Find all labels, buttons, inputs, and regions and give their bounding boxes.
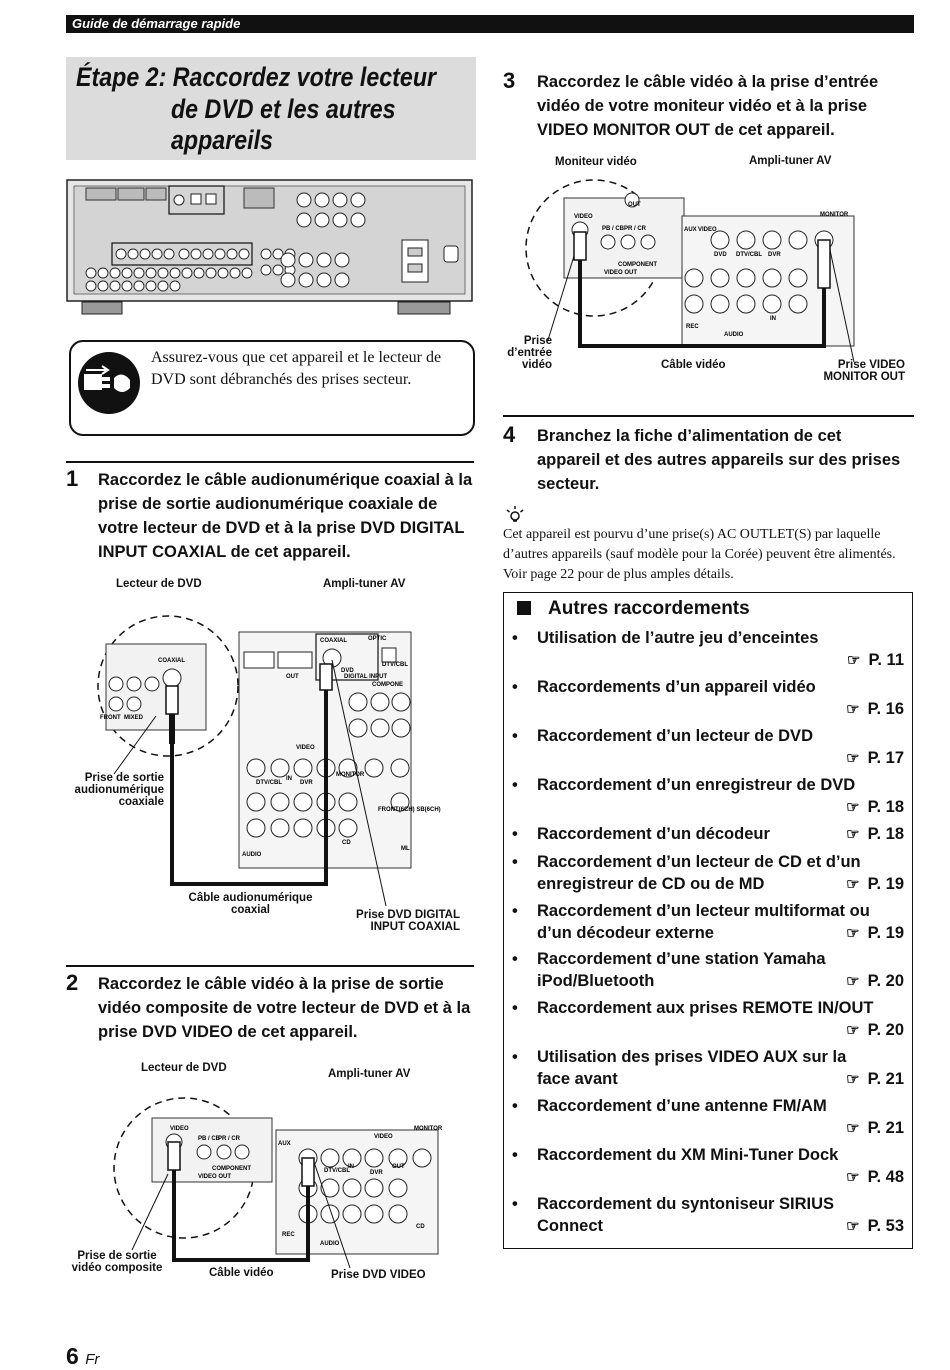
panel-text: COMPONE <box>372 682 404 688</box>
page-reference[interactable]: P. 20 <box>867 972 904 990</box>
coaxial-connection-diagram <box>96 606 441 866</box>
step-text: Raccordez le câble vidéo à la prise de sortie vidéo composite de votre lecteur de DVD et à la prise DVD VIDEO de cet appareil. <box>98 975 471 1041</box>
tip-text: Cet appareil est pourvu d’une prise(s) AC OUTLET(S) par laquelle d’autres appareils (sauf modèle pour la Corée) peuvent être alimentés. Voir page 22 pour de plus amples détails. <box>503 527 896 582</box>
panel-text: VIDEO <box>170 1126 189 1132</box>
pointing-hand-icon: ☞ <box>846 973 860 990</box>
jack-label: Prise DVD VIDEO <box>331 1269 426 1281</box>
other-connections-title: Autres raccordements <box>548 598 750 619</box>
step-number: 4 <box>503 422 516 447</box>
video-monitor-connection-diagram <box>524 176 854 362</box>
step-text: Branchez la fiche d’alimentation de cet appareil et des autres appareils sur des prises secteur. <box>537 427 901 493</box>
page-title-line3: appareils <box>171 125 273 155</box>
pointing-hand-icon: ☞ <box>846 925 860 942</box>
panel-text: COAXIAL <box>158 658 185 664</box>
panel-text: VIDEO OUT <box>198 1174 232 1180</box>
panel-text: AUDIO <box>724 332 744 338</box>
jack-label: Prise DVD DIGITAL INPUT COAXIAL <box>356 909 460 933</box>
page-reference[interactable]: P. 18 <box>867 798 904 816</box>
panel-text: VIDEO <box>698 227 717 233</box>
pointing-hand-icon: ☞ <box>846 826 860 843</box>
list-item: • Raccordement d’une station Yamaha iPod/Bluetooth ☞ P. 20 <box>512 948 904 992</box>
panel-text: FRONT <box>100 715 121 721</box>
divider <box>66 965 474 967</box>
cable-label: Câble audionumérique coaxial <box>188 892 313 916</box>
page-reference[interactable]: P. 48 <box>867 1168 904 1186</box>
panel-text: OUT <box>392 1164 405 1170</box>
page-title-line1: Étape 2: Raccordez votre lecteur <box>76 62 437 92</box>
list-item-text: Utilisation de l’autre jeu d’enceintes <box>537 629 819 647</box>
diagram-label: Moniteur vidéo <box>555 156 637 168</box>
page-reference[interactable]: P. 17 <box>867 749 904 767</box>
list-item-text: Raccordement du XM Mini-Tuner Dock <box>537 1146 839 1164</box>
panel-text: REC <box>686 324 699 330</box>
list-item-text: Raccordement d’un enregistreur de DVD <box>537 776 856 794</box>
panel-text: VIDEO <box>574 214 593 220</box>
jack-label: Prise VIDEO MONITOR OUT <box>823 359 905 383</box>
panel-text: COAXIAL <box>320 638 347 644</box>
panel-text: DTV/CBL <box>382 662 408 668</box>
divider <box>66 461 474 463</box>
divider <box>503 415 914 417</box>
list-item: • Utilisation des prises VIDEO AUX sur la face avant ☞ P. 21 <box>512 1046 904 1090</box>
cable-label: Câble vidéo <box>661 359 726 371</box>
panel-text: AUDIO <box>242 852 262 858</box>
panel-text: DVR <box>300 780 313 786</box>
list-item: • Raccordement du XM Mini-Tuner Dock ☞ P. 48 <box>512 1144 904 1188</box>
tip-lightbulb-icon <box>505 505 525 525</box>
panel-text: OUT <box>628 202 641 208</box>
diagram-label: Ampli-tuner AV <box>328 1068 411 1080</box>
pointing-hand-icon: ☞ <box>846 1120 860 1137</box>
step-text: Raccordez le câble audionumérique coaxial à la prise de sortie audionumérique coaxiale de votre lecteur de DVD et à la prise DVD DIGITAL INPUT COAXIAL de cet appareil. <box>98 471 473 561</box>
list-item: • Raccordement d’une antenne FM/AM ☞ P. 21 <box>512 1095 904 1139</box>
page-title-line2: de DVD et les autres <box>171 94 396 124</box>
jack-label: Prise de sortie audionumérique coaxiale <box>74 772 164 808</box>
panel-text: AUDIO <box>320 1241 340 1247</box>
panel-text: CD <box>342 840 351 846</box>
pointing-hand-icon: ☞ <box>846 1071 860 1088</box>
diagram-label: Ampli-tuner AV <box>749 155 832 167</box>
panel-text: REC <box>282 1232 295 1238</box>
panel-text: DVR <box>370 1170 383 1176</box>
panel-text: OPTIC <box>368 636 387 642</box>
pointing-hand-icon: ☞ <box>847 652 861 669</box>
receiver-rear-panel-illustration <box>66 178 474 318</box>
panel-text: AUX <box>684 227 697 233</box>
jack-label: Prise d’entrée vidéo <box>507 335 552 371</box>
list-item: • Raccordement aux prises REMOTE IN/OUT ☞ P. 20 <box>512 997 904 1041</box>
page-reference[interactable]: P. 11 <box>868 651 904 669</box>
jack-label: Prise de sortie vidéo composite <box>71 1250 163 1274</box>
pointing-hand-icon: ☞ <box>846 876 860 893</box>
list-item-text: Utilisation des prises VIDEO AUX sur la face avant <box>537 1048 847 1088</box>
panel-text: AUX <box>278 1141 291 1147</box>
panel-text: DVD <box>341 668 354 674</box>
step-number: 2 <box>66 970 79 995</box>
panel-text: OUT <box>286 674 299 680</box>
list-item: • Raccordement d’un enregistreur de DVD ☞ P. 18 <box>512 774 904 818</box>
list-item-text: Raccordement d’une station Yamaha iPod/Bluetooth <box>537 950 826 990</box>
page-reference[interactable]: P. 19 <box>867 875 904 893</box>
step-text: Raccordez le câble vidéo à la prise d’entrée vidéo de votre moniteur vidéo et à la prise VIDEO MONITOR OUT de cet appareil. <box>537 73 879 139</box>
pointing-hand-icon: ☞ <box>846 750 860 767</box>
panel-text: IN <box>286 776 292 782</box>
step-number: 1 <box>66 466 79 491</box>
list-item-text: Raccordement d’un décodeur <box>537 825 770 843</box>
panel-text: ML <box>401 846 410 852</box>
cable-label: Câble vidéo <box>209 1267 274 1279</box>
panel-text: DVR <box>768 252 781 258</box>
list-item: • Raccordement d’un lecteur multiformat ou d’un décodeur externe ☞ P. 19 <box>512 900 904 944</box>
list-item-text: Raccordement du syntoniseur SIRIUS Connect <box>537 1195 835 1235</box>
panel-text: PR / CR <box>624 226 647 232</box>
section-header: Guide de démarrage rapide <box>66 15 914 33</box>
page-reference[interactable]: P. 16 <box>867 700 904 718</box>
page-number <box>66 1343 99 1370</box>
page-language: Fr <box>85 1351 100 1368</box>
panel-text: DVD <box>714 252 727 258</box>
diagram-label: Lecteur de DVD <box>116 578 202 590</box>
panel-text: VIDEO OUT <box>604 270 638 276</box>
page-reference[interactable]: P. 21 <box>867 1119 904 1137</box>
panel-text: DTV/CBL <box>256 780 282 786</box>
panel-text: FRONT(6CH) SB(6CH) <box>378 807 441 813</box>
list-item-text: Raccordement aux prises REMOTE IN/OUT <box>537 999 874 1017</box>
list-item-text: Raccordements d’un appareil vidéo <box>537 678 816 696</box>
panel-text: MONITOR <box>414 1126 443 1132</box>
list-item: • Raccordements d’un appareil vidéo ☞ P. 16 <box>512 676 904 720</box>
panel-text: CD <box>416 1224 425 1230</box>
list-item: • Raccordement du syntoniseur SIRIUS Connect ☞ P. 53 <box>512 1193 904 1237</box>
page-reference[interactable]: P. 18 <box>867 825 904 843</box>
panel-text: VIDEO <box>374 1134 393 1140</box>
pointing-hand-icon: ☞ <box>846 799 860 816</box>
page-number-value: 6 <box>66 1343 79 1369</box>
list-item: • Raccordement d’un décodeur ☞ P. 18 <box>512 823 904 845</box>
page-reference[interactable]: P. 20 <box>867 1021 904 1039</box>
composite-video-connection-diagram <box>112 1090 443 1268</box>
panel-text: IN <box>770 316 776 322</box>
panel-text: VIDEO <box>296 745 315 751</box>
page-reference[interactable]: P. 19 <box>867 924 904 942</box>
list-item: • Raccordement d’un lecteur de CD et d’un enregistreur de CD ou de MD ☞ P. 19 <box>512 851 904 895</box>
list-item-text: Raccordement d’une antenne FM/AM <box>537 1097 827 1115</box>
panel-text: DTV/CBL <box>324 1168 350 1174</box>
diagram-label: Lecteur de DVD <box>141 1062 227 1074</box>
list-item-text: Raccordement d’un lecteur multiformat ou d’un décodeur externe <box>537 902 870 942</box>
warning-text: Assurez-vous que cet appareil et le lecteur de DVD sont débranchés des prises secteur. <box>151 349 442 388</box>
step-number: 3 <box>503 68 516 93</box>
list-item: • Raccordement d’un lecteur de DVD ☞ P. 17 <box>512 725 904 769</box>
panel-text: IN <box>348 1164 354 1170</box>
list-item: • Utilisation de l’autre jeu d’enceintes ☞ P. 11 <box>512 627 904 671</box>
unplug-icon <box>76 350 142 416</box>
pointing-hand-icon: ☞ <box>846 1022 860 1039</box>
panel-text: DTV/CBL <box>736 252 762 258</box>
page-reference[interactable]: P. 53 <box>867 1217 904 1235</box>
panel-text: PB / CB <box>602 226 625 232</box>
panel-text: COMPONENT <box>618 262 657 268</box>
panel-text: COMPONENT <box>212 1166 251 1172</box>
panel-text: PB / CB <box>198 1136 221 1142</box>
panel-text: MONITOR <box>336 772 365 778</box>
list-item-text: Raccordement d’un lecteur de DVD <box>537 727 813 745</box>
panel-text: DIGITAL INPUT <box>344 674 388 680</box>
diagram-label: Ampli-tuner AV <box>323 578 406 590</box>
square-bullet-icon <box>517 601 531 615</box>
pointing-hand-icon: ☞ <box>846 701 860 718</box>
page-reference[interactable]: P. 21 <box>867 1070 904 1088</box>
panel-text: MONITOR <box>820 212 849 218</box>
pointing-hand-icon: ☞ <box>846 1218 860 1235</box>
panel-text: MIXED <box>124 715 144 721</box>
pointing-hand-icon: ☞ <box>846 1169 860 1186</box>
panel-text: PR / CR <box>218 1136 241 1142</box>
list-item-text: Raccordement d’un lecteur de CD et d’un enregistreur de CD ou de MD <box>537 853 861 893</box>
